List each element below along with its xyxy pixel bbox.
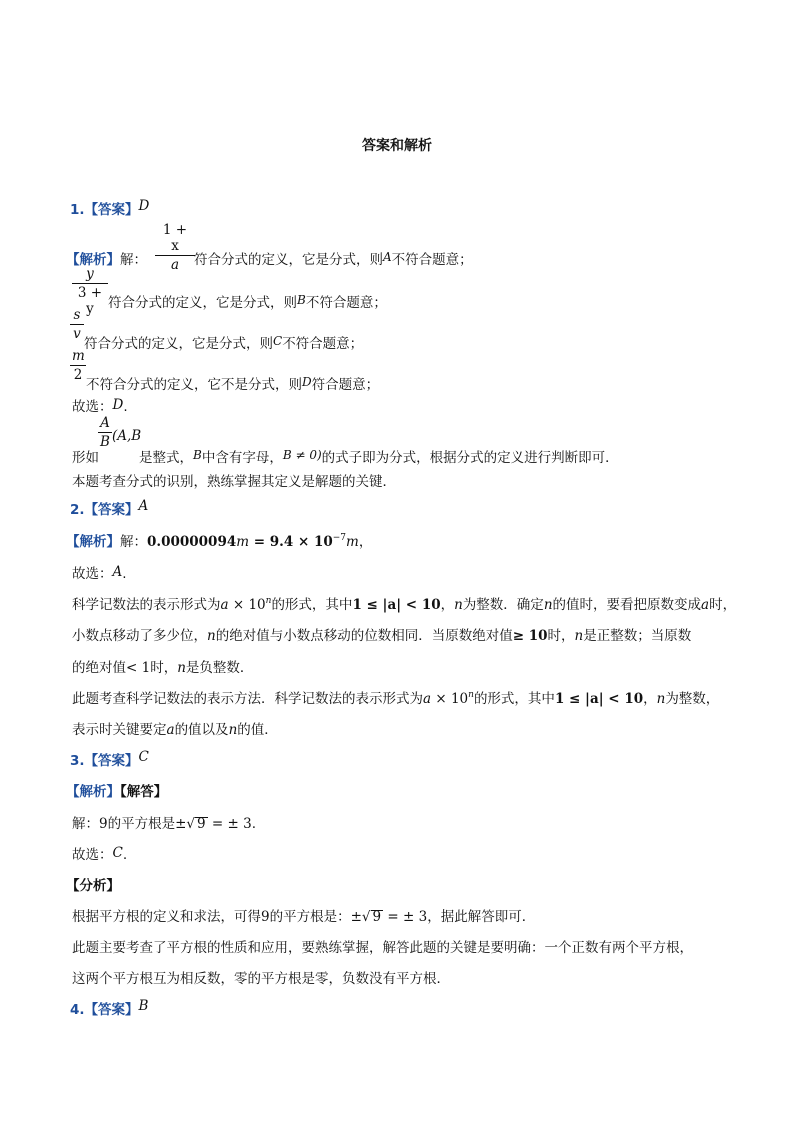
q1-summary: 本题考查分式的识别，熟练掌握其定义是解题的关键． xyxy=(72,474,396,490)
q2-choose-end: . xyxy=(122,566,127,582)
q1-jie: 解： xyxy=(120,252,147,268)
answer-label: 【答案】 xyxy=(84,753,139,769)
analysis-label: 【解析】 xyxy=(66,784,120,800)
q4-number: 4. xyxy=(70,1002,85,1018)
q2-p4-b: 的形式，其中 xyxy=(473,691,555,707)
q2-answer-line xyxy=(70,498,148,518)
q2-p3-b: 时， xyxy=(150,660,178,676)
q2-p5-a: 表示时关键要定 xyxy=(72,722,167,738)
q1-line1-end: 不符合题意； xyxy=(391,252,473,268)
plus-minus: ± xyxy=(350,909,362,925)
q1-fraction-3 xyxy=(70,307,84,342)
q2-p4-d: 为整数， xyxy=(665,691,720,707)
q1-fraction-4 xyxy=(70,348,86,383)
q2-p4-c: ， xyxy=(643,691,657,707)
q1-line2-text: 符合分式的定义，它是分式，则 xyxy=(108,295,297,311)
q3-dot: . xyxy=(251,816,256,832)
q3-analysis-c: ，据此解答即可． xyxy=(427,909,536,925)
q2-choose-text: 故选： xyxy=(72,566,113,582)
q1-rule-mid2: 中含有字母， xyxy=(201,450,283,466)
q4-answer-line xyxy=(70,998,148,1018)
number-nine: 9 xyxy=(99,816,108,832)
q1-line2-end: 不符合题意； xyxy=(305,295,387,311)
number-nine: 9 xyxy=(261,909,270,925)
q3-analysis-line xyxy=(72,905,535,925)
q1-line4-var: D xyxy=(302,375,312,389)
q2-expr-m2: m xyxy=(346,534,359,550)
q3-eq3: = ± 3 xyxy=(207,816,252,832)
sqrt-radicand: 9 xyxy=(372,909,382,925)
q1-rule-mid: 是整式， xyxy=(139,450,193,466)
q2-p2-a: 小数点移动了多少位， xyxy=(72,628,207,644)
q2-p1-b: 的形式，其中 xyxy=(271,597,353,613)
q2-expr-num: 0.00000094 xyxy=(147,534,237,550)
solve-label: 【解答】 xyxy=(120,784,168,800)
var-n: n xyxy=(468,690,474,700)
q2-p2-d: 是正整数；当原数 xyxy=(583,628,692,644)
abs-range: 1 ≤ |a| < 10 xyxy=(352,597,441,613)
fraction-denominator: 2 xyxy=(73,367,83,383)
q3-choose-end: . xyxy=(122,847,128,863)
q3-choose-text: 故选： xyxy=(72,847,113,863)
q1-line-4 xyxy=(86,373,379,393)
var-n: n xyxy=(543,597,553,613)
fraction-numerator: y xyxy=(72,266,108,284)
q1-choose-end: . xyxy=(123,399,128,415)
q1-analysis-label xyxy=(66,248,147,268)
var-n: n xyxy=(656,691,666,707)
q1-line1-var: A xyxy=(383,250,392,264)
q3-summary-2: 这两个平方根互为相反数，零的平方根是零，负数没有平方根． xyxy=(72,971,450,987)
sqrt-sign: √ xyxy=(186,816,196,832)
q2-p1-c: ， xyxy=(440,597,455,613)
q2-number: 2. xyxy=(70,502,85,518)
q1-choose-var: D xyxy=(112,397,124,413)
q1-fraction-5 xyxy=(98,415,112,450)
fraction-numerator: m xyxy=(72,348,85,364)
q2-p4-a: 此题考查科学记数法的表示方法．科学记数法的表示形式为 xyxy=(72,691,423,707)
q2-answer-value: A xyxy=(138,498,149,514)
plus-minus: ± xyxy=(175,816,187,832)
q1-rule-pre: 形如 xyxy=(72,450,99,466)
q3-eq3: = ± 3 xyxy=(383,909,428,925)
q1-fraction-5-side: (A,B xyxy=(112,428,142,444)
q1-rule-end: 的式子即为分式，根据分式的定义进行判断即可． xyxy=(321,450,619,466)
q3-solution-line xyxy=(72,812,256,832)
q2-p1-a: 科学记数法的表示形式为 xyxy=(72,597,221,613)
answer-label: 【答案】 xyxy=(84,1002,139,1018)
analyze-label: 【分析】 xyxy=(66,878,120,894)
lt-one: < 1 xyxy=(126,660,151,676)
q2-p5-b: 的值以及 xyxy=(174,722,229,738)
q1-line4-end: 符合题意； xyxy=(311,377,380,393)
q2-p1-f: 时， xyxy=(709,597,737,613)
q1-answer-value: D xyxy=(138,198,150,214)
q2-expr-eq: = 9.4 × 10 xyxy=(249,534,333,550)
var-a: a xyxy=(423,691,432,707)
q2-p1-e: 的值时，要看把原数变成 xyxy=(552,597,702,613)
q2-p3-c: 是负整数． xyxy=(185,660,254,676)
fraction-numerator: 1 + x xyxy=(155,222,195,256)
q1-number: 1. xyxy=(70,202,85,218)
q3-choose-var: C xyxy=(112,845,123,861)
fraction-numerator: s xyxy=(70,307,84,325)
fraction-numerator: A xyxy=(98,415,112,433)
analysis-label: 【解析】 xyxy=(66,252,120,268)
q2-p2-b: 的绝对值与小数点移动的位数相同．当原数绝对值 xyxy=(215,628,513,644)
q2-para-5 xyxy=(72,718,278,738)
fraction-denominator: 3 + y xyxy=(77,285,103,317)
q1-fraction-1 xyxy=(155,222,195,273)
q1-rule-line xyxy=(72,446,619,466)
q1-line3-var: C xyxy=(273,334,283,348)
q2-para-4 xyxy=(72,687,719,707)
q2-p5-c: 的值． xyxy=(237,722,278,738)
times-ten: × 10 xyxy=(228,597,266,613)
q2-choose-var: A xyxy=(112,564,123,580)
q2-expr-end: ， xyxy=(358,534,373,550)
q1-line-1 xyxy=(194,248,473,268)
q1-line4-text: 不符合分式的定义，它不是分式，则 xyxy=(86,377,302,393)
q3-choose xyxy=(72,843,127,863)
q1-rule-var: B xyxy=(193,448,202,462)
fraction-denominator: v xyxy=(73,326,81,342)
abs-range: 1 ≤ |a| < 10 xyxy=(554,691,644,707)
var-n: n xyxy=(177,660,186,676)
fraction-denominator: B xyxy=(100,434,110,450)
q3-analysis-a: 根据平方根的定义和求法，可得 xyxy=(72,909,261,925)
sqrt-sign: √ xyxy=(361,909,371,925)
q1-line1-text: 符合分式的定义，它是分式，则 xyxy=(194,252,383,268)
q1-line3-end: 不符合题意； xyxy=(282,336,364,352)
q2-choose xyxy=(72,562,127,582)
q3-number: 3. xyxy=(70,753,85,769)
q2-p3-a: 的绝对值 xyxy=(72,660,126,676)
q2-para-1 xyxy=(72,593,736,613)
ge-ten: ≥ 10 xyxy=(512,628,548,644)
q3-summary-1: 此题主要考查了平方根的性质和应用，要熟练掌握，解答此题的关键是要明确：一个正数有两个平方根， xyxy=(72,940,693,956)
q3-answer-line xyxy=(70,749,149,769)
q2-expr-exp: −7 xyxy=(332,533,347,543)
q1-line-2 xyxy=(108,291,387,311)
q1-line2-var: B xyxy=(297,293,306,307)
q1-line3-text: 符合分式的定义，它是分式，则 xyxy=(84,336,273,352)
q1-choose-text: 故选： xyxy=(72,399,113,415)
q2-para-3 xyxy=(72,656,253,676)
q3-jie: 解： xyxy=(72,816,99,832)
q4-answer-value: B xyxy=(138,998,149,1014)
q2-analysis-line xyxy=(66,530,372,550)
q1-choose xyxy=(72,395,128,415)
q1-answer-line xyxy=(70,198,149,218)
q2-p2-c: 时， xyxy=(547,628,575,644)
q3-root-text: 的平方根是 xyxy=(107,816,176,832)
page-title: 答案和解析 xyxy=(362,138,432,154)
q2-expr-m: m xyxy=(236,534,250,550)
answer-label: 【答案】 xyxy=(84,502,139,518)
var-n: n xyxy=(265,596,272,606)
var-a: a xyxy=(220,597,229,613)
fraction-denominator: a xyxy=(170,257,180,273)
q3-labels xyxy=(66,780,167,800)
var-a: a xyxy=(701,597,710,613)
analysis-label: 【解析】 xyxy=(66,534,120,550)
times-ten: × 10 xyxy=(431,691,469,707)
q2-jie: 解： xyxy=(120,534,147,550)
var-a: a xyxy=(166,722,175,738)
q1-line-3 xyxy=(84,332,363,352)
q3-analysis-b: 的平方根是： xyxy=(269,909,351,925)
sqrt-radicand: 9 xyxy=(197,816,206,832)
var-n: n xyxy=(228,722,238,738)
var-n: n xyxy=(207,628,216,644)
var-n: n xyxy=(454,597,463,613)
var-n: n xyxy=(574,628,584,644)
answer-label: 【答案】 xyxy=(84,202,139,218)
q1-rule-cond: B ≠ 0) xyxy=(282,448,322,462)
q3-answer-value: C xyxy=(138,749,149,765)
q2-para-2 xyxy=(72,624,691,644)
q2-p1-d: 为整数．确定 xyxy=(462,597,544,613)
